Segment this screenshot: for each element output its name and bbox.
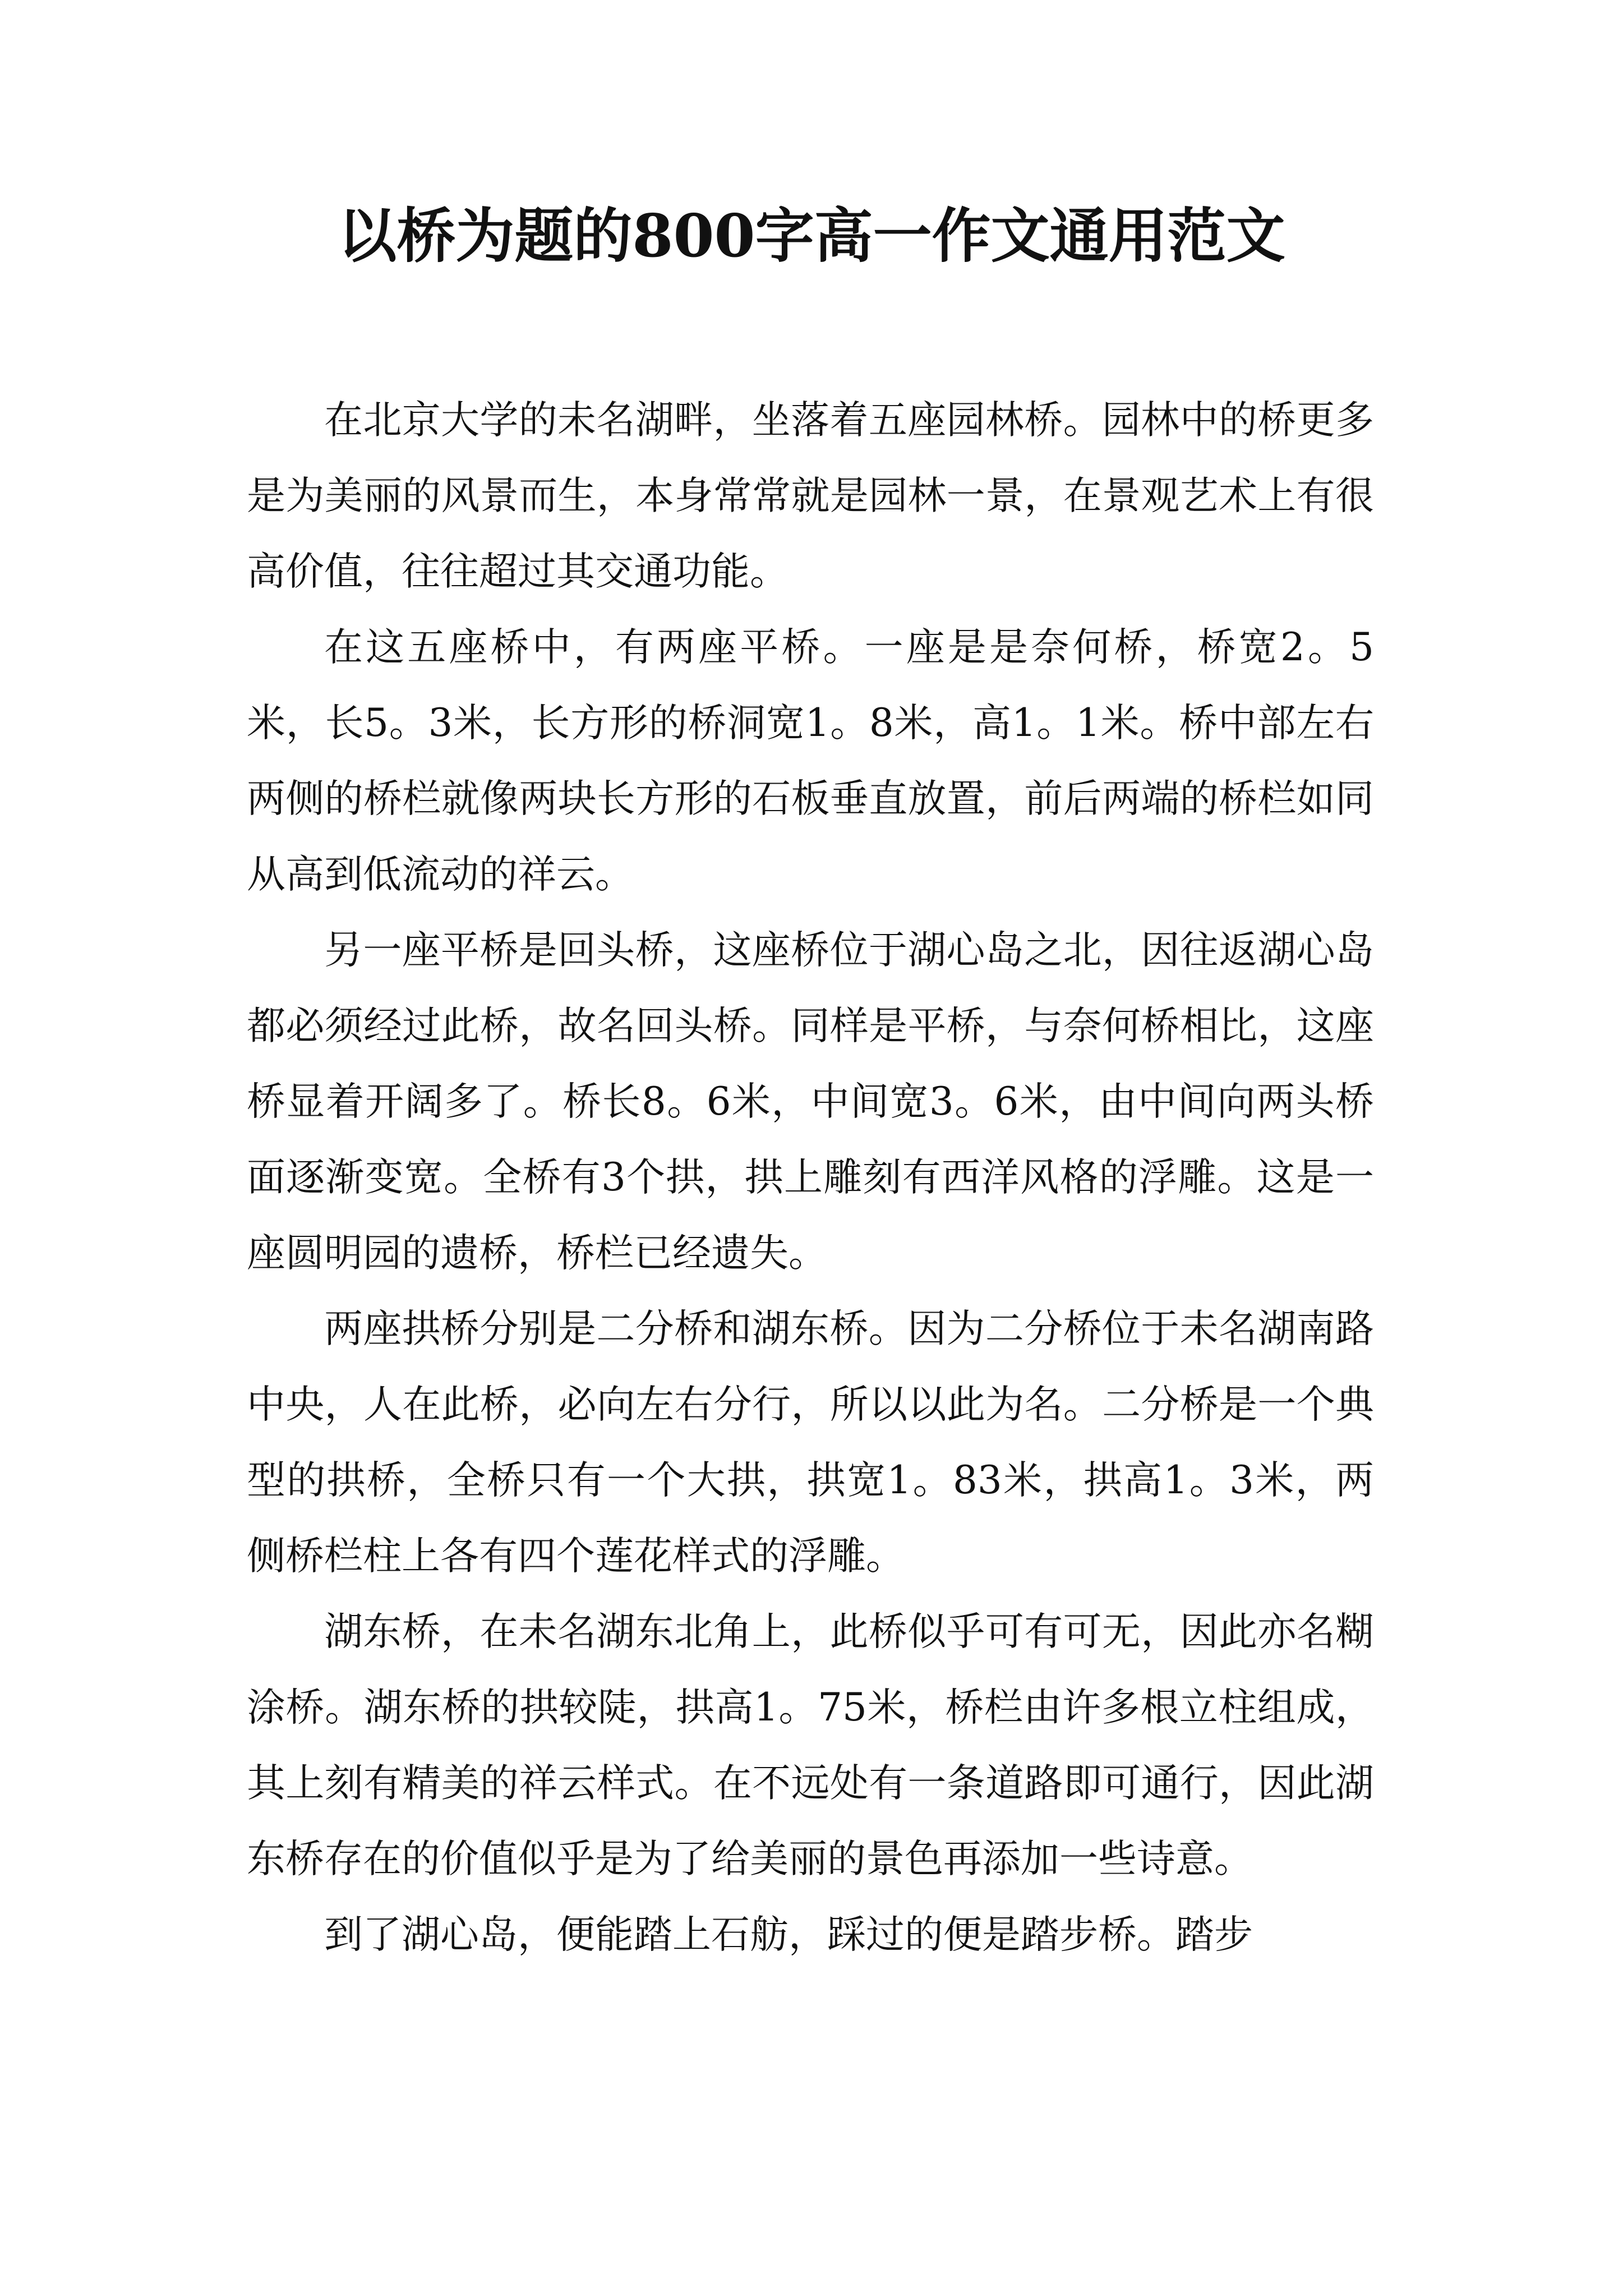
paragraph-6: 到了湖心岛，便能踏上石舫，踩过的便是踏步桥。踏步 bbox=[324, 1912, 1253, 1957]
paragraph-5: 湖东桥，在未名湖东北角上，此桥似乎可有可无，因此亦名糊涂桥。湖东桥的拱较陡，拱高1。75米，桥栏由许多根立柱组成，其上刻有精美的祥云样式。在不远处有一条道路即可通行，因此湖东桥存在的价值似乎是为了给美丽的景色再添加一些诗意。 bbox=[247, 1609, 1374, 1881]
document-body bbox=[247, 383, 1374, 1973]
document-title: 以桥为题的800字高一作文通用范文 bbox=[338, 201, 1285, 270]
paragraph-2: 在这五座桥中，有两座平桥。一座是是奈何桥，桥宽2。5米，长5。3米，长方形的桥洞宽1。8米，高1。1米。桥中部左右两侧的桥栏就像两块长方形的石板垂直放置，前后两端的桥栏如同从高到低流动的祥云。 bbox=[247, 625, 1374, 897]
paragraph-3: 另一座平桥是回头桥，这座桥位于湖心岛之北，因往返湖心岛都必须经过此桥，故名回头桥。同样是平桥，与奈何桥相比，这座桥显着开阔多了。桥长8。6米，中间宽3。6米，由中间向两头桥面逐渐变宽。全桥有3个拱，拱上雕刻有西洋风格的浮雕。这是一座圆明园的遗桥，桥栏已经遗失。 bbox=[247, 928, 1374, 1276]
paragraph-4: 两座拱桥分别是二分桥和湖东桥。因为二分桥位于未名湖南路中央，人在此桥，必向左右分行，所以以此为名。二分桥是一个典型的拱桥，全桥只有一个大拱，拱宽1。83米，拱高1。3米，两侧桥栏柱上各有四个莲花样式的浮雕。 bbox=[247, 1306, 1374, 1579]
paragraph-1: 在北京大学的未名湖畔，坐落着五座园林桥。园林中的桥更多是为美丽的风景而生，本身常常就是园林一景，在景观艺术上有很高价值，往往超过其交通功能。 bbox=[247, 398, 1374, 594]
